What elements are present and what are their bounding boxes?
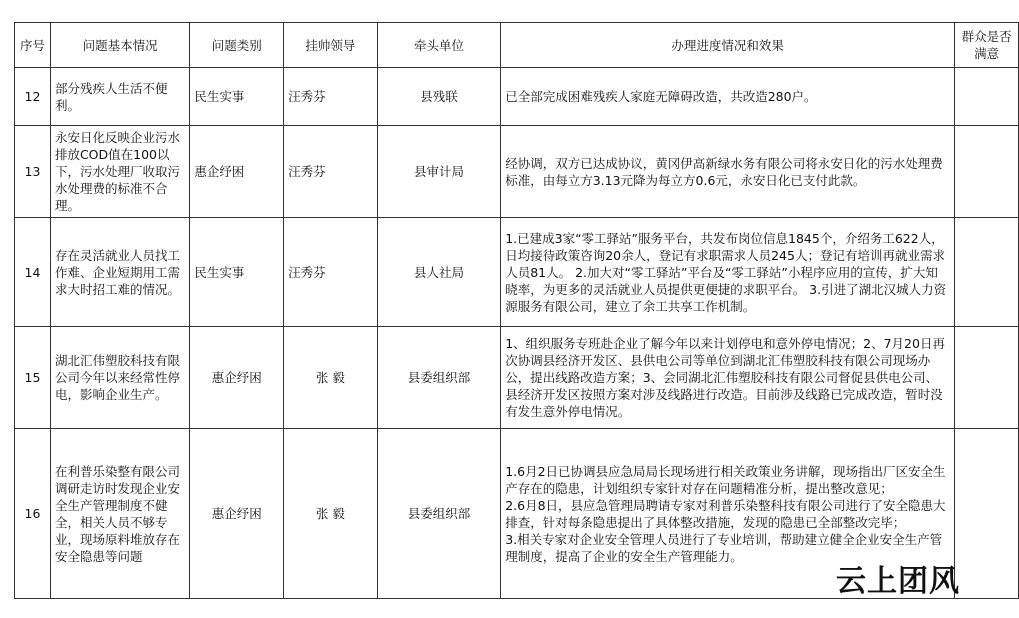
cell-problem: 存在灵活就业人员找工作难、企业短期用工需求大时招工难的情况。 — [50, 218, 189, 327]
header-category: 问题类别 — [190, 23, 284, 68]
cell-category: 民生实事 — [190, 68, 284, 126]
cell-unit: 县委组织部 — [377, 429, 500, 599]
cell-progress: 1.已建成3家“零工驿站”服务平台，共发布岗位信息1845个，介绍务工622人，日均接待政策咨询20余人，登记有求职需求人员245人；登记有培训再就业需求人员81人。 2.加大对“零工驿站”平台及“零工驿站”小程序应用的宣传，扩大知晓率，为更多的灵活就业人员提供更便捷的求职平台。 3.引进了湖北汉城人力资源服务有限公司，建立了余工共享工作机制。 — [501, 218, 955, 327]
header-seq: 序号 — [15, 23, 51, 68]
cell-seq: 12 — [15, 68, 51, 126]
cell-leader: 张 毅 — [284, 327, 378, 429]
cell-problem: 部分残疾人生活不便利。 — [50, 68, 189, 126]
cell-unit: 县委组织部 — [377, 327, 500, 429]
cell-progress: 1.6月2日已协调县应急局局长现场进行相关政策业务讲解，现场指出厂区安全生产存在的隐患，计划组织专家针对存在问题精准分析，提出整改意见； 2.6月8日，县应急管理局聘请专家对利普乐染整科技有限公司进行了安全隐患大排查，针对每条隐患提出了具体整改措施，发现的隐患已全部整改完毕； 3.相关专家对企业安全管理人员进行了专业培训，帮助建立健全企业安全生产管理制度，提高了企业的安全生产管理能力。 — [501, 429, 955, 599]
cell-seq: 15 — [15, 327, 51, 429]
cell-leader: 张 毅 — [284, 429, 378, 599]
cell-satisfied — [955, 327, 1019, 429]
cell-seq: 16 — [15, 429, 51, 599]
cell-leader: 汪秀芬 — [284, 68, 378, 126]
cell-progress: 1、组织服务专班赴企业了解今年以来计划停电和意外停电情况；2、7月20日再次协调县经济开发区、县供电公司等单位到湖北汇伟塑胶科技有限公司现场办公，提出线路改造方案；3、会同湖北汇伟塑胶科技有限公司督促县供电公司、县经济开发区按照方案对涉及线路进行改造。目前涉及线路已完成改造，暂时没有发生意外停电情况。 — [501, 327, 955, 429]
cell-unit: 县残联 — [377, 68, 500, 126]
table-row — [15, 327, 1019, 429]
header-progress: 办理进度情况和效果 — [501, 23, 955, 68]
cell-category: 惠企纾困 — [190, 126, 284, 218]
cell-problem: 永安日化反映企业污水排放COD值在100以下，污水处理厂收取污水处理费的标准不合理。 — [50, 126, 189, 218]
cell-leader: 汪秀芬 — [284, 218, 378, 327]
cell-seq: 13 — [15, 126, 51, 218]
table-row — [15, 126, 1019, 218]
cell-satisfied — [955, 126, 1019, 218]
header-problem: 问题基本情况 — [50, 23, 189, 68]
header-leader: 挂帅领导 — [284, 23, 378, 68]
cell-progress: 经协调，双方已达成协议，黄冈伊高新绿水务有限公司将永安日化的污水处理费标准，由每立方3.13元降为每立方0.6元，永安日化已支付此款。 — [501, 126, 955, 218]
header-unit: 牵头单位 — [377, 23, 500, 68]
cell-leader: 汪秀芬 — [284, 126, 378, 218]
cell-category: 惠企纾困 — [190, 429, 284, 599]
table-row — [15, 68, 1019, 126]
cell-satisfied — [955, 429, 1019, 599]
watermark-logo: 云上团风 — [836, 564, 960, 599]
cell-seq: 14 — [15, 218, 51, 327]
cell-problem: 在利普乐染整有限公司调研走访时发现企业安全生产管理制度不健全，相关人员不够专业，现场原料堆放存在安全隐患等问题 — [50, 429, 189, 599]
header-satisfied: 群众是否满意 — [955, 23, 1019, 68]
cell-unit: 县人社局 — [377, 218, 500, 327]
cell-satisfied — [955, 68, 1019, 126]
header-row — [15, 23, 1019, 68]
cell-problem: 湖北汇伟塑胶科技有限公司今年以来经常性停电，影响企业生产。 — [50, 327, 189, 429]
cell-satisfied — [955, 218, 1019, 327]
cell-category: 惠企纾困 — [190, 327, 284, 429]
progress-table — [14, 22, 1019, 599]
cell-category: 民生实事 — [190, 218, 284, 327]
cell-progress: 已全部完成困难残疾人家庭无障碍改造，共改造280户。 — [501, 68, 955, 126]
cell-unit: 县审计局 — [377, 126, 500, 218]
table-row — [15, 218, 1019, 327]
